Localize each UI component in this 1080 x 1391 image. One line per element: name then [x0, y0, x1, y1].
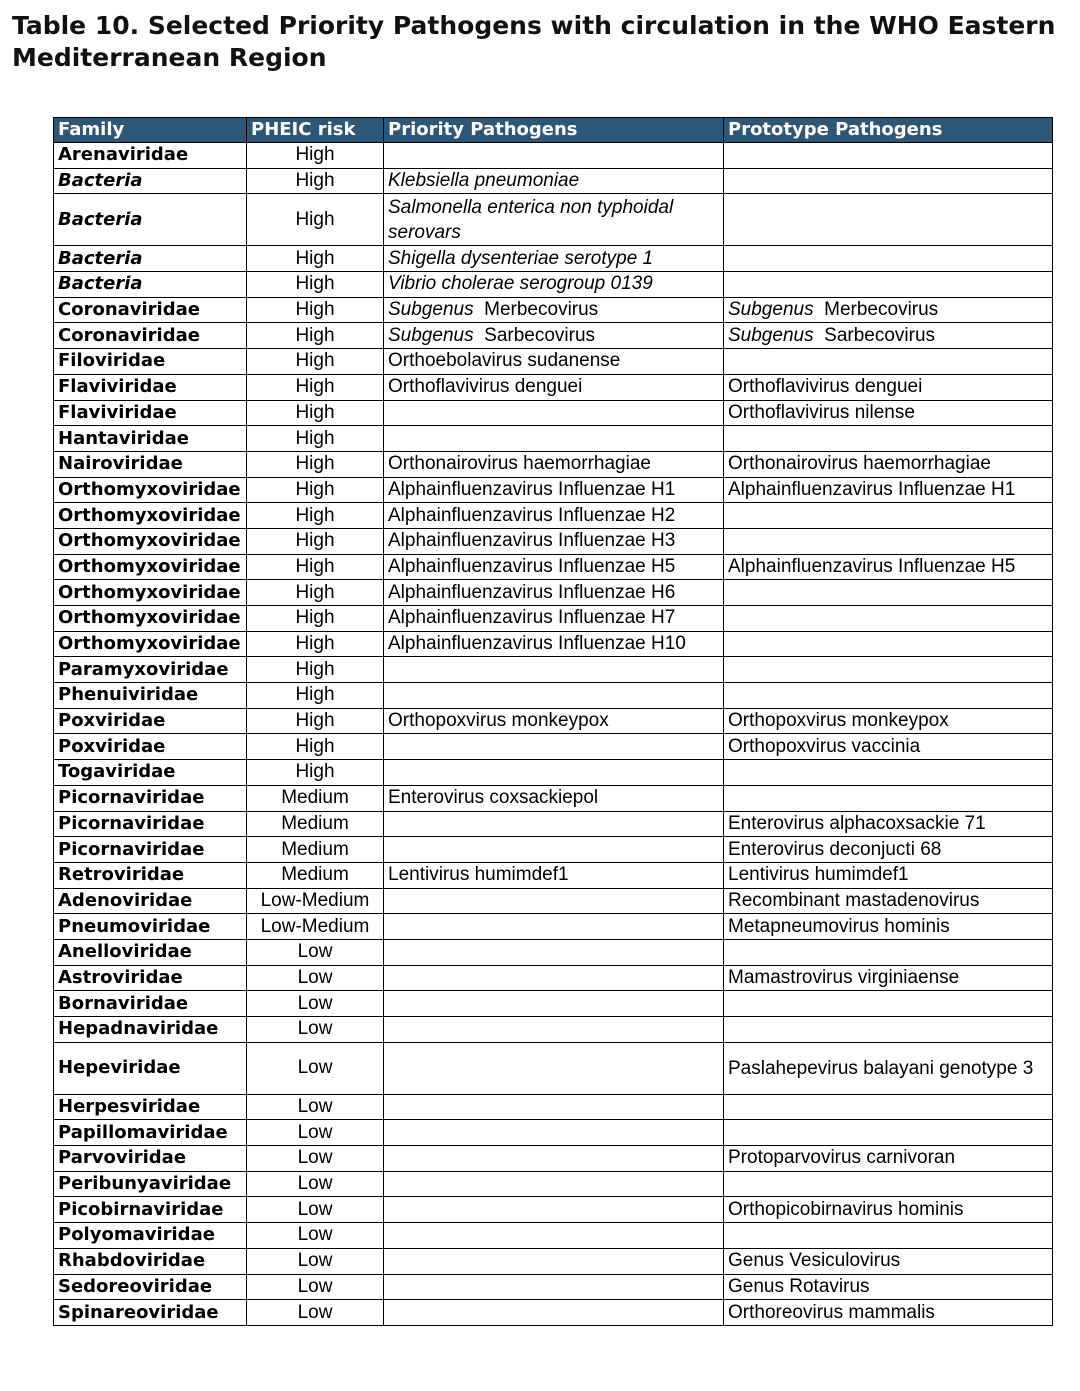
cell-priority-name: Sarbecovirus [484, 324, 596, 346]
cell-pheic-risk: High [247, 168, 384, 194]
cell-prototype-pathogen: Orthoflavivirus denguei [724, 374, 1053, 400]
cell-prototype-pathogen: Paslahepevirus balayani genotype 3 [724, 1042, 1053, 1094]
table-row [54, 528, 1053, 554]
table-row [54, 1300, 1053, 1326]
cell-pheic-risk: High [247, 297, 384, 323]
cell-prototype-pathogen [724, 606, 1053, 632]
cell-priority-pathogen [384, 1171, 724, 1197]
cell-priority-pathogen: Orthoflavivirus denguei [384, 374, 724, 400]
cell-pheic-risk: High [247, 272, 384, 298]
cell-priority-pathogen [384, 837, 724, 863]
cell-prototype-pathogen [724, 168, 1053, 194]
cell-family: Bacteria [54, 246, 247, 272]
cell-priority-name: Merbecovirus [484, 299, 599, 321]
cell-prototype-pathogen: Genus Vesiculovirus [724, 1248, 1053, 1274]
cell-family: Polyomaviridae [54, 1223, 247, 1249]
cell-family: Hantaviridae [54, 426, 247, 452]
cell-pheic-risk: Low-Medium [247, 888, 384, 914]
cell-prototype-name: Merbecovirus [824, 299, 939, 321]
cell-priority-pathogen [384, 1094, 724, 1120]
cell-prototype-pathogen [724, 760, 1053, 786]
cell-priority-pathogen [384, 1300, 724, 1326]
cell-prototype-pathogen: Lentivirus humimdef1 [724, 862, 1053, 888]
cell-pheic-risk: High [247, 194, 384, 246]
cell-priority-pathogen [384, 683, 724, 709]
cell-priority-pathogen: Enterovirus coxsackiepol [384, 785, 724, 811]
cell-family: Bacteria [54, 168, 247, 194]
cell-priority-pathogen: Shigella dysenteriae serotype 1 [384, 246, 724, 272]
table-row [54, 888, 1053, 914]
cell-prototype-prefix: Subgenus [728, 324, 814, 346]
cell-family: Herpesviridae [54, 1094, 247, 1120]
cell-pheic-risk: High [247, 246, 384, 272]
cell-pheic-risk: Low [247, 1274, 384, 1300]
cell-family: Filoviridae [54, 349, 247, 375]
cell-pheic-risk: High [247, 503, 384, 529]
cell-family: Astroviridae [54, 965, 247, 991]
cell-family: Poxviridae [54, 708, 247, 734]
cell-priority-pathogen [384, 426, 724, 452]
cell-prototype-pathogen [724, 631, 1053, 657]
cell-priority-pathogen [384, 888, 724, 914]
cell-pheic-risk: Medium [247, 785, 384, 811]
header-family: Family [54, 118, 247, 143]
cell-family: Sedoreoviridae [54, 1274, 247, 1300]
table-title: Table 10. Selected Priority Pathogens with circulation in the WHO Eastern Mediterranean Region [12, 11, 1056, 72]
table-row [54, 708, 1053, 734]
cell-pheic-risk: High [247, 708, 384, 734]
table-row [54, 734, 1053, 760]
cell-priority-pathogen [384, 914, 724, 940]
cell-pheic-risk: High [247, 554, 384, 580]
cell-family: Rhabdoviridae [54, 1248, 247, 1274]
cell-pheic-risk: High [247, 400, 384, 426]
cell-family: Spinareoviridae [54, 1300, 247, 1326]
cell-family: Papillomaviridae [54, 1120, 247, 1146]
cell-pheic-risk: High [247, 683, 384, 709]
cell-family: Picobirnaviridae [54, 1197, 247, 1223]
cell-priority-pathogen [384, 965, 724, 991]
cell-pheic-risk: Low [247, 1120, 384, 1146]
cell-prototype-pathogen [724, 528, 1053, 554]
cell-family: Picornaviridae [54, 785, 247, 811]
cell-family: Hepeviridae [54, 1042, 247, 1094]
cell-prototype-pathogen: Alphainfluenzavirus Influenzae H1 [724, 477, 1053, 503]
cell-priority-pathogen: Vibrio cholerae serogroup 0139 [384, 272, 724, 298]
table-body [54, 143, 1053, 1326]
table-row [54, 554, 1053, 580]
cell-pheic-risk: Low [247, 1017, 384, 1043]
cell-prototype-pathogen [724, 194, 1053, 246]
cell-family: Poxviridae [54, 734, 247, 760]
table-row [54, 1017, 1053, 1043]
cell-prototype-pathogen [724, 1171, 1053, 1197]
cell-family: Orthomyxoviridae [54, 554, 247, 580]
cell-priority-pathogen [384, 1120, 724, 1146]
cell-pheic-risk: High [247, 631, 384, 657]
cell-priority-pathogen: Alphainfluenzavirus Influenzae H7 [384, 606, 724, 632]
cell-priority-pathogen [384, 811, 724, 837]
cell-pheic-risk: Low [247, 1223, 384, 1249]
cell-prototype-pathogen [724, 657, 1053, 683]
cell-prototype-pathogen [724, 939, 1053, 965]
cell-prototype-pathogen [724, 580, 1053, 606]
cell-prototype-pathogen: Genus Rotavirus [724, 1274, 1053, 1300]
table-row [54, 965, 1053, 991]
cell-priority-pathogen: Klebsiella pneumoniae [384, 168, 724, 194]
table-row [54, 143, 1053, 169]
cell-pheic-risk: Low [247, 1171, 384, 1197]
cell-pheic-risk: High [247, 451, 384, 477]
cell-pheic-risk: High [247, 528, 384, 554]
cell-pheic-risk: High [247, 374, 384, 400]
cell-priority-pathogen [384, 991, 724, 1017]
cell-priority-pathogen [384, 1248, 724, 1274]
cell-family: Paramyxoviridae [54, 657, 247, 683]
cell-prototype-pathogen: Metapneumovirus hominis [724, 914, 1053, 940]
cell-prototype-prefix: Subgenus [728, 299, 814, 321]
table-row [54, 862, 1053, 888]
cell-pheic-risk: Low-Medium [247, 914, 384, 940]
cell-priority-prefix: Subgenus [388, 324, 474, 346]
cell-pheic-risk: Low [247, 1197, 384, 1223]
table-row [54, 168, 1053, 194]
cell-family: Orthomyxoviridae [54, 503, 247, 529]
cell-family: Pneumoviridae [54, 914, 247, 940]
cell-priority-pathogen: Orthopoxvirus monkeypox [384, 708, 724, 734]
cell-pheic-risk: Low [247, 991, 384, 1017]
table-row [54, 939, 1053, 965]
cell-pheic-risk: High [247, 606, 384, 632]
cell-family: Bornaviridae [54, 991, 247, 1017]
cell-prototype-pathogen [724, 991, 1053, 1017]
cell-family: Flaviviridae [54, 374, 247, 400]
cell-family: Adenoviridae [54, 888, 247, 914]
cell-priority-pathogen: Lentivirus humimdef1 [384, 862, 724, 888]
table-row [54, 1146, 1053, 1172]
cell-priority-pathogen: Alphainfluenzavirus Influenzae H3 [384, 528, 724, 554]
cell-priority-pathogen [384, 323, 724, 349]
header-pheic-risk: PHEIC risk [247, 118, 384, 143]
cell-prototype-pathogen [724, 1223, 1053, 1249]
cell-prototype-pathogen: Orthopoxvirus vaccinia [724, 734, 1053, 760]
cell-priority-pathogen [384, 657, 724, 683]
cell-family: Bacteria [54, 194, 247, 246]
cell-pheic-risk: Medium [247, 862, 384, 888]
header-priority-pathogens: Priority Pathogens [384, 118, 724, 143]
cell-prototype-pathogen [724, 349, 1053, 375]
cell-pheic-risk: High [247, 349, 384, 375]
table-row [54, 1274, 1053, 1300]
cell-prototype-pathogen: Protoparvovirus carnivoran [724, 1146, 1053, 1172]
cell-prototype-pathogen: Enterovirus deconjucti 68 [724, 837, 1053, 863]
cell-pheic-risk: Low [247, 1300, 384, 1326]
cell-family: Picornaviridae [54, 837, 247, 863]
cell-prototype-pathogen [724, 683, 1053, 709]
cell-priority-pathogen [384, 760, 724, 786]
cell-pheic-risk: Low [247, 1094, 384, 1120]
table-row [54, 837, 1053, 863]
cell-priority-pathogen: Salmonella enterica non typhoidal serovars [384, 194, 724, 246]
cell-pheic-risk: Low [247, 965, 384, 991]
header-prototype-pathogens: Prototype Pathogens [724, 118, 1053, 143]
table-row [54, 1197, 1053, 1223]
cell-family: Hepadnaviridae [54, 1017, 247, 1043]
cell-prototype-pathogen [724, 297, 1053, 323]
table-row [54, 760, 1053, 786]
cell-priority-pathogen: Alphainfluenzavirus Influenzae H5 [384, 554, 724, 580]
cell-priority-pathogen: Alphainfluenzavirus Influenzae H2 [384, 503, 724, 529]
table-row [54, 272, 1053, 298]
cell-pheic-risk: Low [247, 1146, 384, 1172]
pathogens-table [53, 117, 1053, 1326]
table-row [54, 785, 1053, 811]
cell-prototype-pathogen: Orthoreovirus mammalis [724, 1300, 1053, 1326]
cell-pheic-risk: Low [247, 939, 384, 965]
cell-priority-prefix: Subgenus [388, 299, 474, 321]
cell-family: Togaviridae [54, 760, 247, 786]
table-row [54, 451, 1053, 477]
cell-priority-pathogen: Orthoebolavirus sudanense [384, 349, 724, 375]
cell-family: Peribunyaviridae [54, 1171, 247, 1197]
table-row [54, 811, 1053, 837]
cell-pheic-risk: Medium [247, 837, 384, 863]
cell-prototype-pathogen: Orthonairovirus haemorrhagiae [724, 451, 1053, 477]
cell-family: Orthomyxoviridae [54, 631, 247, 657]
cell-priority-pathogen [384, 1042, 724, 1094]
cell-priority-pathogen: Alphainfluenzavirus Influenzae H6 [384, 580, 724, 606]
cell-prototype-pathogen [724, 785, 1053, 811]
table-header-row [54, 118, 1053, 143]
cell-family: Orthomyxoviridae [54, 606, 247, 632]
cell-prototype-pathogen: Alphainfluenzavirus Influenzae H5 [724, 554, 1053, 580]
cell-priority-pathogen [384, 297, 724, 323]
table-row [54, 349, 1053, 375]
cell-prototype-pathogen: Recombinant mastadenovirus [724, 888, 1053, 914]
cell-prototype-pathogen: Enterovirus alphacoxsackie 71 [724, 811, 1053, 837]
table-row [54, 1094, 1053, 1120]
table-row [54, 297, 1053, 323]
cell-family: Retroviridae [54, 862, 247, 888]
table-row [54, 1171, 1053, 1197]
cell-prototype-pathogen [724, 143, 1053, 169]
cell-family: Coronaviridae [54, 297, 247, 323]
table-row [54, 477, 1053, 503]
cell-family: Orthomyxoviridae [54, 528, 247, 554]
cell-pheic-risk: Low [247, 1248, 384, 1274]
cell-family: Coronaviridae [54, 323, 247, 349]
table-row [54, 194, 1053, 246]
table-row [54, 657, 1053, 683]
cell-prototype-pathogen: Orthoflavivirus nilense [724, 400, 1053, 426]
cell-prototype-pathogen: Orthopicobirnavirus hominis [724, 1197, 1053, 1223]
cell-prototype-pathogen [724, 246, 1053, 272]
cell-pheic-risk: High [247, 657, 384, 683]
table-row [54, 1120, 1053, 1146]
table-row [54, 683, 1053, 709]
cell-priority-pathogen [384, 1197, 724, 1223]
cell-family: Flaviviridae [54, 400, 247, 426]
table-row [54, 426, 1053, 452]
table-row [54, 503, 1053, 529]
cell-family: Bacteria [54, 272, 247, 298]
table-row [54, 1223, 1053, 1249]
cell-prototype-pathogen [724, 1094, 1053, 1120]
cell-pheic-risk: High [247, 323, 384, 349]
cell-family: Picornaviridae [54, 811, 247, 837]
table-row [54, 1042, 1053, 1094]
cell-prototype-pathogen [724, 426, 1053, 452]
table-row [54, 991, 1053, 1017]
table-row [54, 400, 1053, 426]
cell-pheic-risk: High [247, 477, 384, 503]
table-row [54, 606, 1053, 632]
cell-family: Parvoviridae [54, 1146, 247, 1172]
cell-priority-pathogen [384, 400, 724, 426]
cell-priority-pathogen [384, 1274, 724, 1300]
cell-pheic-risk: High [247, 426, 384, 452]
cell-family: Nairoviridae [54, 451, 247, 477]
cell-family: Orthomyxoviridae [54, 580, 247, 606]
cell-family: Phenuiviridae [54, 683, 247, 709]
cell-prototype-pathogen [724, 1017, 1053, 1043]
cell-pheic-risk: High [247, 143, 384, 169]
cell-prototype-pathogen [724, 1120, 1053, 1146]
cell-prototype-pathogen [724, 272, 1053, 298]
cell-family: Arenaviridae [54, 143, 247, 169]
cell-priority-pathogen [384, 1017, 724, 1043]
table-row [54, 914, 1053, 940]
table-row [54, 1248, 1053, 1274]
table-row [54, 374, 1053, 400]
table-row [54, 323, 1053, 349]
cell-prototype-pathogen: Orthopoxvirus monkeypox [724, 708, 1053, 734]
table-row [54, 246, 1053, 272]
cell-pheic-risk: High [247, 580, 384, 606]
cell-prototype-name: Sarbecovirus [824, 324, 936, 346]
cell-pheic-risk: Low [247, 1042, 384, 1094]
cell-pheic-risk: High [247, 734, 384, 760]
cell-prototype-pathogen [724, 323, 1053, 349]
cell-priority-pathogen: Orthonairovirus haemorrhagiae [384, 451, 724, 477]
cell-priority-pathogen: Alphainfluenzavirus Influenzae H1 [384, 477, 724, 503]
cell-family: Anelloviridae [54, 939, 247, 965]
cell-pheic-risk: Medium [247, 811, 384, 837]
table-row [54, 631, 1053, 657]
cell-priority-pathogen [384, 939, 724, 965]
cell-prototype-pathogen: Mamastrovirus virginiaense [724, 965, 1053, 991]
cell-priority-pathogen [384, 1223, 724, 1249]
cell-priority-pathogen: Alphainfluenzavirus Influenzae H10 [384, 631, 724, 657]
cell-priority-pathogen [384, 143, 724, 169]
table-row [54, 580, 1053, 606]
cell-family: Orthomyxoviridae [54, 477, 247, 503]
cell-priority-pathogen [384, 734, 724, 760]
cell-pheic-risk: High [247, 760, 384, 786]
cell-priority-pathogen [384, 1146, 724, 1172]
cell-prototype-pathogen [724, 503, 1053, 529]
